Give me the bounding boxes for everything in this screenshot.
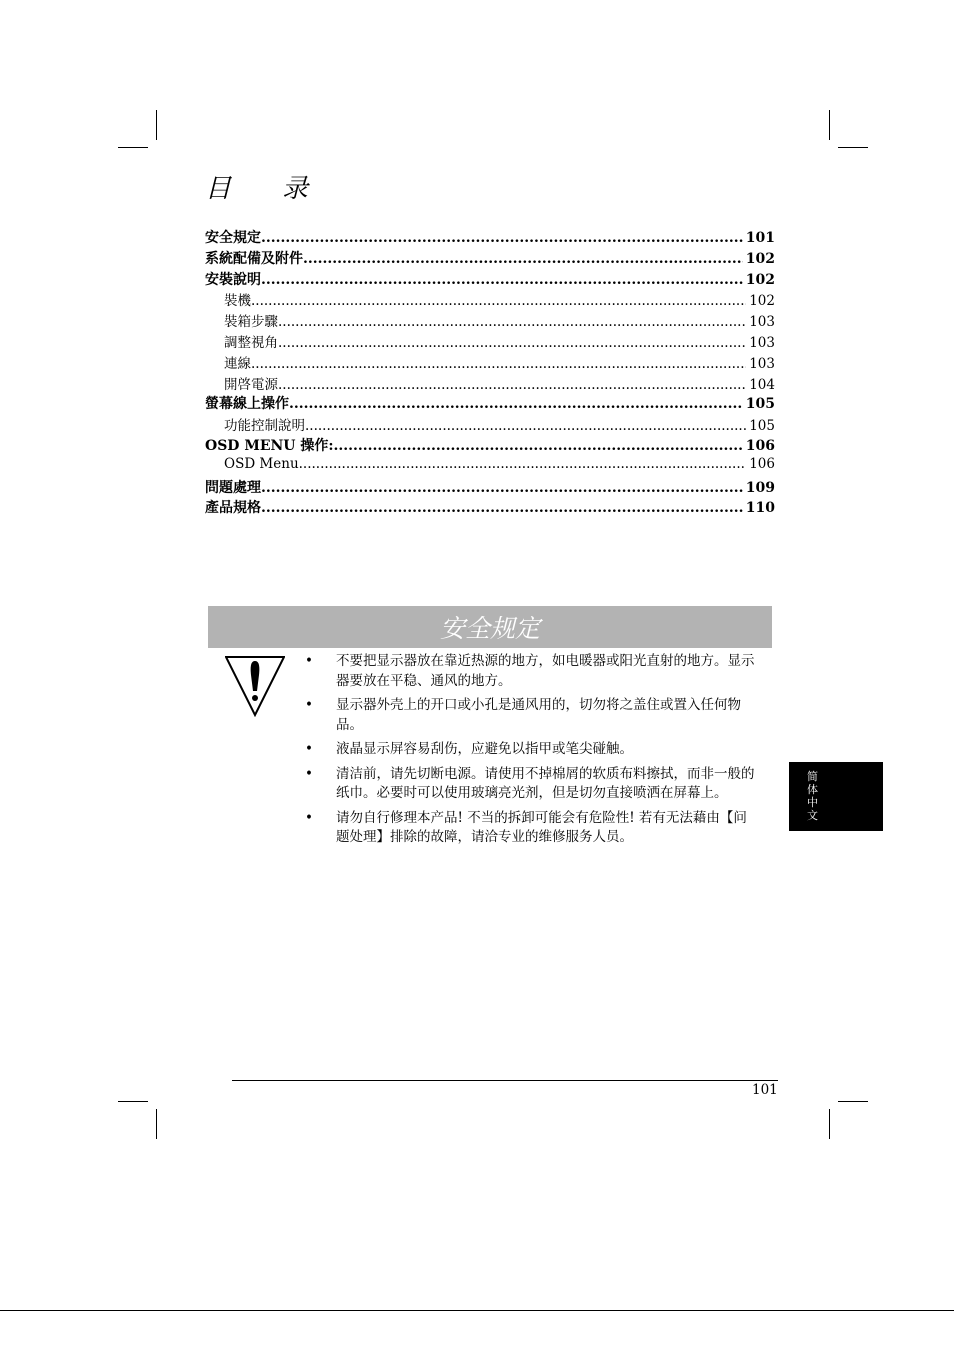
crop-mark-top-left-v [156, 110, 157, 140]
toc-dot-leader [261, 480, 743, 496]
crop-mark-top-right-v [829, 110, 830, 140]
footer-divider [232, 1080, 778, 1081]
toc-dot-leader [303, 251, 743, 267]
toc-entry-page: 104 [749, 376, 775, 393]
toc-entry-page: 110 [745, 500, 775, 517]
warning-icon [225, 655, 285, 717]
table-of-contents [205, 227, 775, 518]
crop-mark-bottom-right-h [838, 1101, 868, 1102]
toc-entry[interactable] [205, 477, 775, 498]
toc-entry[interactable] [205, 310, 775, 331]
toc-entry[interactable] [205, 248, 775, 269]
toc-entry-label: 問題處理 [205, 479, 261, 496]
safety-rules-list [305, 652, 760, 853]
title-part-1: 目 [205, 174, 233, 204]
language-tab-label: 简体中文 [807, 770, 818, 822]
toc-entry-label: 裝箱步驟 [224, 314, 278, 331]
toc-dot-leader [334, 438, 743, 454]
toc-entry-page: 109 [745, 479, 775, 496]
title-part-2: 录 [282, 174, 310, 204]
safety-rule-text: 请勿自行修理本产品! 不当的拆卸可能会有危险性! 若有无法藉由【问题处理】排除的故障，请洽专业的维修服务人员。 [336, 809, 747, 845]
toc-dot-leader [261, 230, 743, 246]
toc-entry-page: 106 [745, 437, 775, 454]
toc-dot-leader [299, 456, 747, 472]
toc-entry-page: 105 [749, 418, 775, 435]
safety-rule-text: 显示器外壳上的开口或小孔是通风用的，切勿将之盖住或置入任何物品。 [336, 697, 741, 733]
toc-entry-page: 103 [749, 314, 775, 331]
toc-entry[interactable] [205, 352, 775, 373]
section-banner [208, 606, 772, 648]
crop-mark-bottom-left-h [118, 1101, 148, 1102]
crop-mark-top-right-h [838, 147, 868, 148]
toc-entry[interactable] [205, 393, 775, 414]
toc-entry-label: OSD MENU 操作: [205, 437, 334, 454]
toc-entry-page: 102 [749, 293, 775, 310]
toc-entry-label: 連線 [224, 355, 251, 372]
toc-dot-leader [278, 377, 746, 393]
toc-entry[interactable] [205, 289, 775, 310]
toc-entry-page: 103 [749, 355, 775, 372]
toc-entry-page: 106 [749, 455, 775, 472]
toc-entry-label: 系統配備及附件 [205, 250, 303, 267]
safety-rule-text: 不要把显示器放在靠近热源的地方，如电暖器或阳光直射的地方。显示器要放在平稳、通风的地方。 [336, 653, 755, 689]
toc-entry[interactable] [205, 269, 775, 290]
toc-dot-leader [278, 314, 746, 330]
toc-dot-leader [261, 272, 743, 288]
toc-entry-label: 安全規定 [205, 230, 261, 246]
toc-entry-label: 裝機 [224, 293, 251, 310]
toc-entry[interactable] [205, 435, 775, 456]
toc-entry-label: OSD Menu [224, 455, 299, 472]
bullet-icon: • [305, 697, 313, 713]
safety-rule [305, 765, 760, 804]
toc-entry-label: 螢幕線上操作 [205, 396, 289, 413]
toc-dot-leader [251, 356, 746, 372]
toc-entry[interactable] [205, 331, 775, 352]
toc-dot-leader [305, 418, 746, 434]
toc-entry-page: 103 [749, 334, 775, 351]
toc-entry[interactable] [205, 456, 775, 477]
toc-entry-label: 功能控制說明 [224, 418, 305, 435]
toc-entry-page: 102 [745, 250, 775, 267]
toc-dot-leader [261, 500, 743, 516]
toc-dot-leader [289, 396, 743, 412]
page-number: 101 [752, 1082, 778, 1098]
bullet-icon: • [305, 741, 313, 757]
safety-rule-text: 液晶显示屏容易刮伤，应避免以指甲或笔尖碰触。 [336, 741, 633, 757]
crop-mark-bottom-left-v [156, 1109, 157, 1139]
toc-entry-page: 105 [745, 396, 775, 413]
crop-mark-bottom-right-v [829, 1109, 830, 1139]
toc-entry-label: 產品規格 [205, 500, 261, 517]
toc-entry-page: 101 [745, 230, 775, 246]
safety-rule [305, 809, 760, 848]
toc-entry-label: 開啓電源 [224, 376, 278, 393]
bullet-icon: • [305, 809, 313, 826]
toc-dot-leader [278, 335, 746, 351]
section-title: 安全规定 [439, 614, 540, 643]
toc-entry-page: 102 [745, 271, 775, 288]
page-bottom-border [0, 1310, 954, 1311]
safety-rule [305, 740, 760, 760]
toc-entry[interactable] [205, 414, 775, 435]
toc-entry[interactable] [205, 373, 775, 394]
toc-dot-leader [251, 293, 746, 309]
safety-rule [305, 652, 760, 691]
crop-mark-top-left-h [118, 147, 148, 148]
toc-entry-label: 調整視角 [224, 334, 278, 351]
bullet-icon: • [305, 653, 313, 669]
safety-rule [305, 696, 760, 735]
bullet-icon: • [305, 765, 313, 782]
page-title [205, 168, 309, 205]
safety-rule-text: 清洁前，请先切断电源。请使用不掉棉屑的软质布料擦拭，而非一般的纸巾。必要时可以使用玻璃亮光剂，但是切勿直接喷洒在屏幕上。 [336, 765, 755, 801]
toc-entry-label: 安裝說明 [205, 271, 261, 288]
toc-entry[interactable] [205, 227, 775, 248]
language-tab [789, 762, 883, 831]
toc-entry[interactable] [205, 497, 775, 518]
